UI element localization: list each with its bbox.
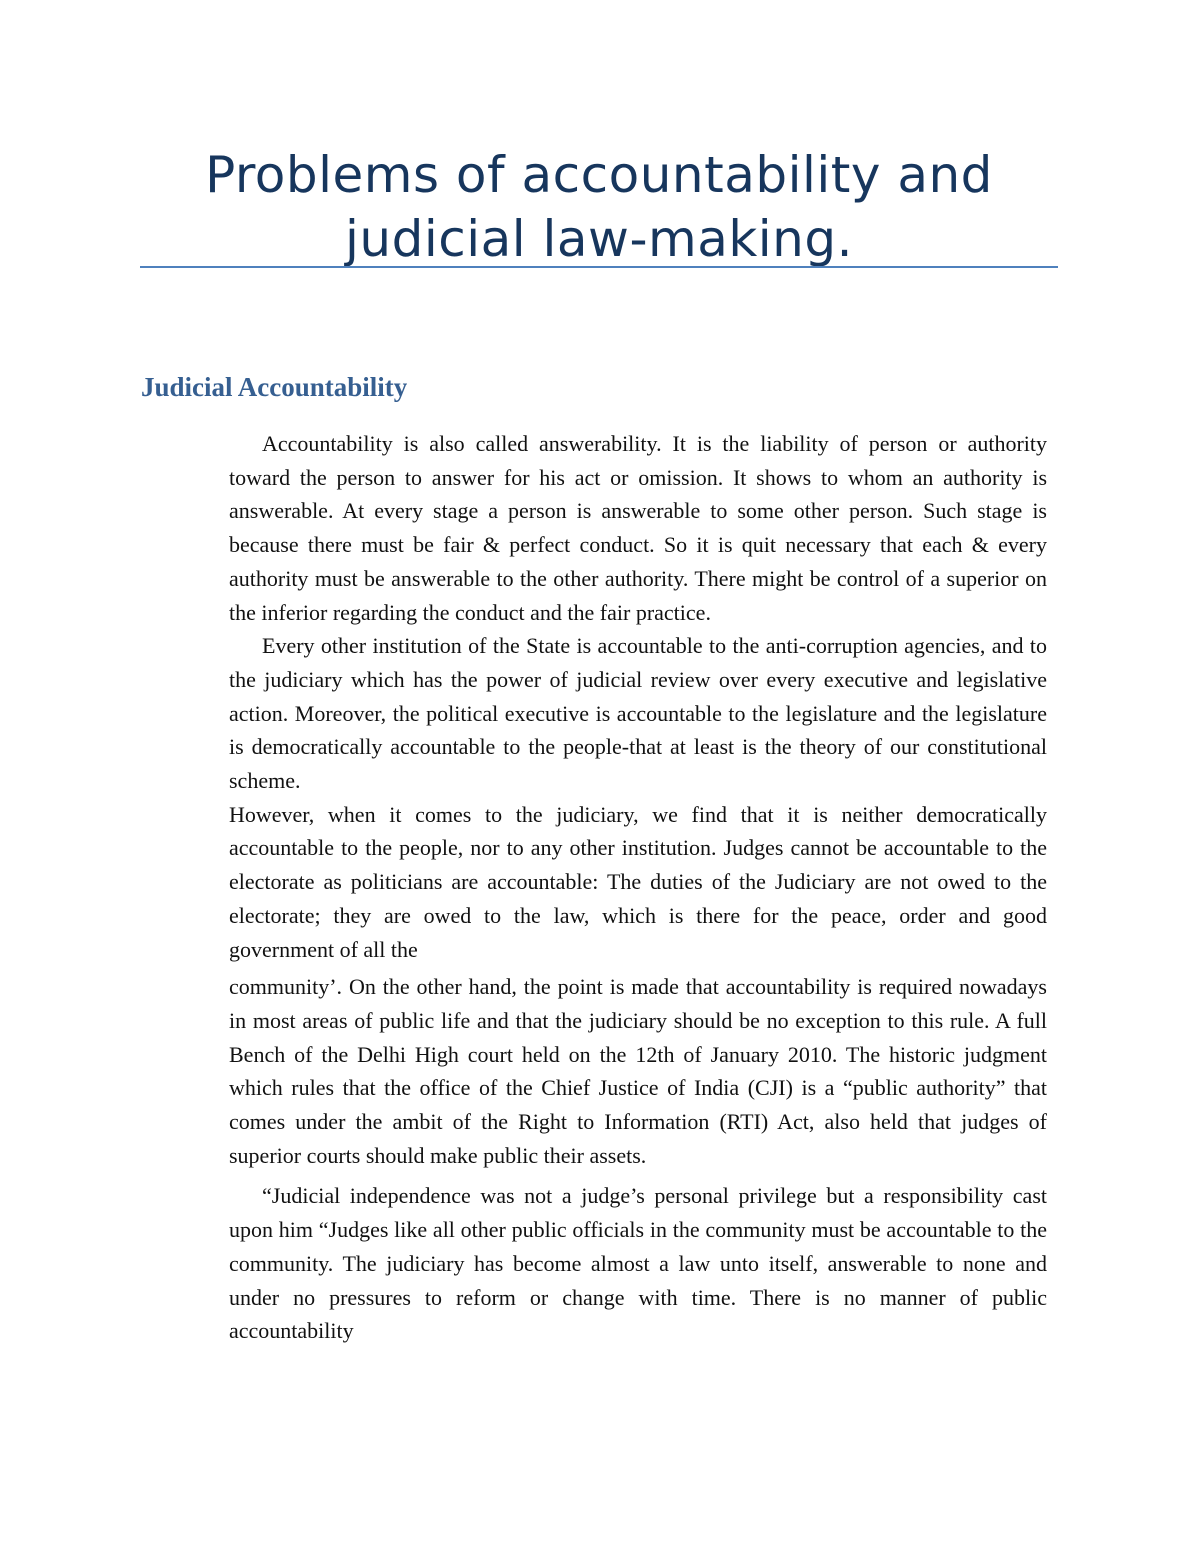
paragraph-3: However, when it comes to the judiciary, we find that it is neither democratically accountable to the people, nor to any other institution. Judges cannot be accountable to the electorate as politicians are accountable: The duties of the Judiciary are not owed to the electorate; they are owed to the law, which is there for the peace, order and good government of all the (229, 801, 1047, 962)
paragraph-1: Accountability is also called answerability. It is the liability of person or authority toward the person to answer for his act or omission. It shows to whom an authority is answerable. At every stage a person is answerable to some other person. Such stage is because there must be fair & perfect conduct. So it is quit necessary that each & every authority must be answerable to the other authority. There might be control of a superior on the inferior regarding the conduct and the fair practice. (229, 431, 1047, 625)
body-text (229, 427, 1047, 1348)
section-heading: Judicial Accountability (141, 372, 408, 402)
title-underline (140, 266, 1058, 268)
paragraph-4: community’. On the other hand, the point is made that accountability is required nowadays in most areas of public life and that the judiciary should be no exception to this rule. A full Bench of the Delhi High court held on the 12th of January 2010. The historic judgment which rules that the office of the Chief Justice of India (CJI) is a “public authority” that comes under the ambit of the Right to Information (RTI) Act, also held that judges of superior courts should make public their assets. (229, 974, 1047, 1168)
paragraph-5: “Judicial independence was not a judge’s personal privilege but a responsibility cast upon him “Judges like all other public officials in the community must be accountable to the community. The judiciary has become almost a law unto itself, answerable to none and under no pressures to reform or change with time. There is no manner of public accountability (229, 1183, 1047, 1344)
paragraph-2: Every other institution of the State is accountable to the anti-corruption agencies, and to the judiciary which has the power of judicial review over every executive and legislative action. Moreover, the political executive is accountable to the legislature and the legislature is democratically accountable to the people-that at least is the theory of our constitutional scheme. (229, 633, 1047, 794)
document-title-block (140, 143, 1058, 271)
document-title: Problems of accountability and judicial law-making. (205, 146, 993, 268)
